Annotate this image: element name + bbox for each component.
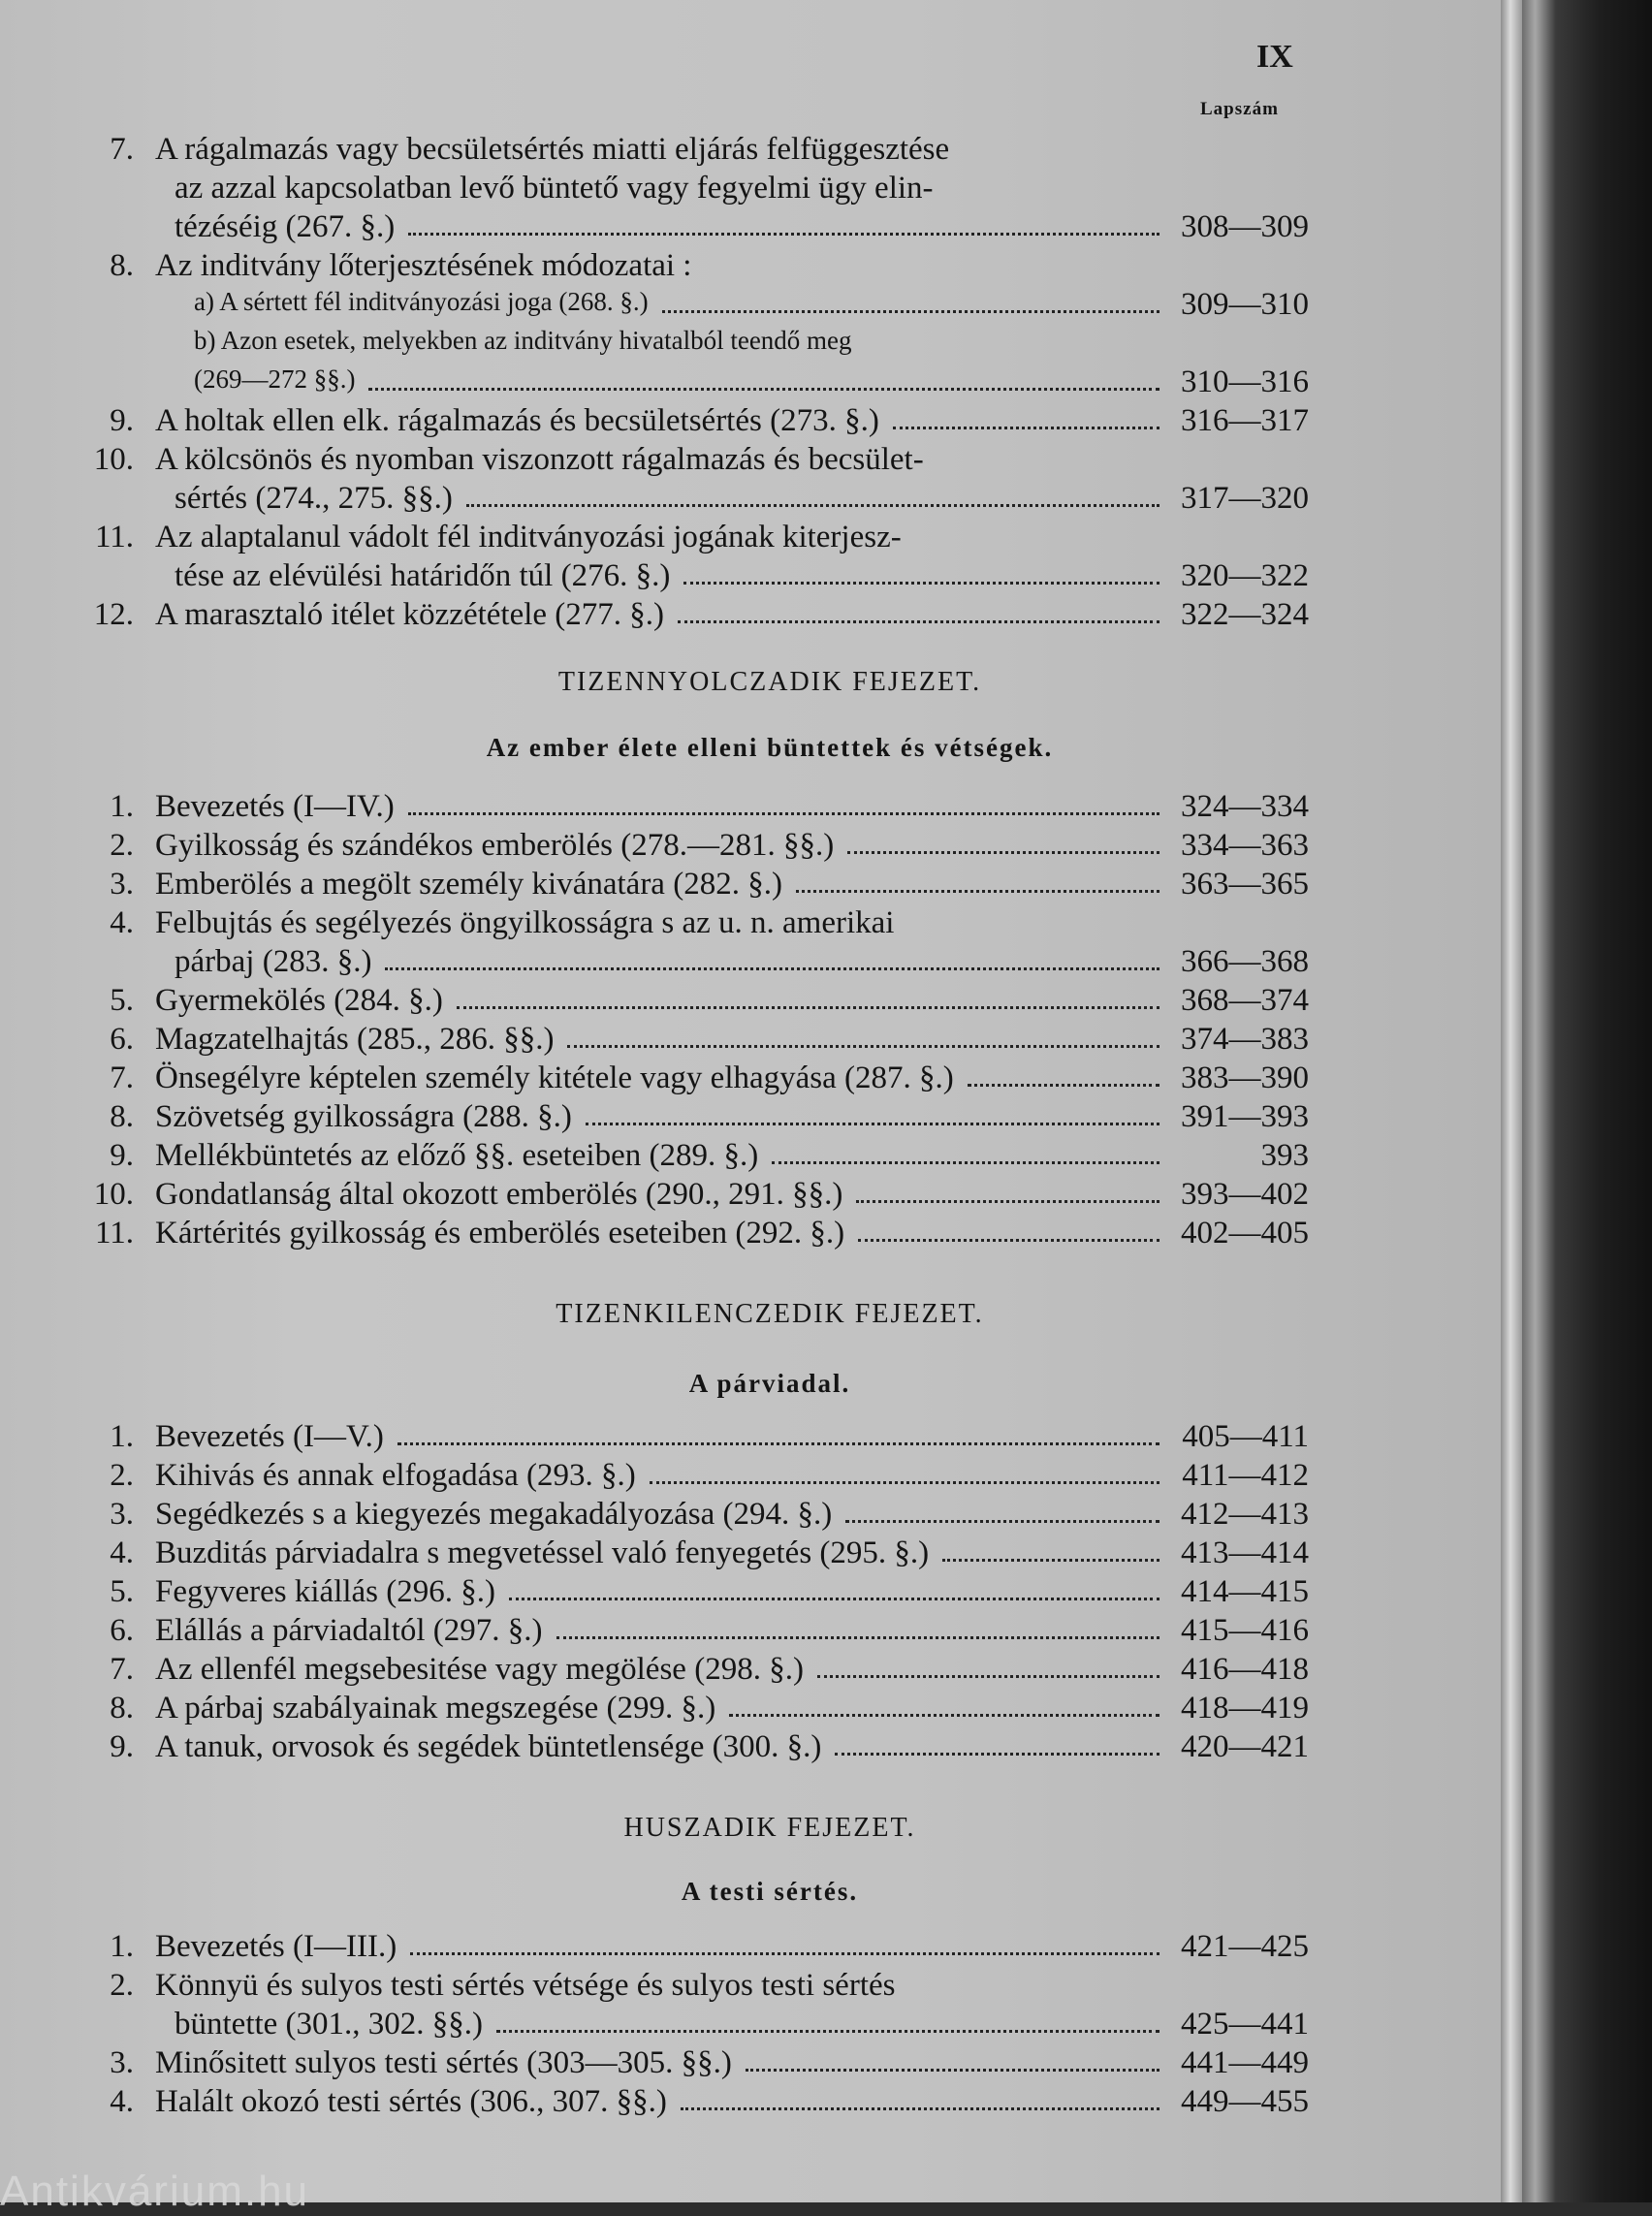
entry-number: 5. [110,983,134,1018]
page-range: 405—411 [1182,1419,1309,1454]
page-range: 418—419 [1181,1691,1309,1725]
page-range: 320—322 [1181,558,1309,593]
page-range: 383—390 [1181,1061,1309,1095]
entry-text: Az alaptalanul vádolt fél inditványozási jogának kiterjesz- [155,520,902,554]
entry-number: 3. [110,867,134,902]
entry-number: 8. [110,1691,134,1725]
page-number: IX [1256,39,1293,75]
entry-number: 3. [110,2045,134,2080]
entry-number: 1. [110,1419,134,1454]
page-range: 322—324 [1181,597,1309,632]
entry-number: 4. [110,905,134,940]
page-range: 368—374 [1181,983,1309,1018]
page-range: 334—363 [1181,828,1309,863]
entry-number: 10. [93,1177,134,1212]
entry-text: A rágalmazás vagy becsületsértés miatti eljárás felfüggesztése [155,132,950,167]
entry-text: Kártérités gyilkosság és emberölés eseteiben (292. §.) [155,1216,845,1250]
dot-leader [845,1520,1160,1523]
entry-text: tézéséig (267. §.) [175,209,396,244]
dot-leader [772,1161,1160,1164]
entry-text: A párbaj szabályainak megszegése (299. §.) [155,1691,716,1725]
dot-leader [678,620,1160,623]
entry-text: az azzal kapcsolatban levő büntető vagy fegyelmi ügy elin- [175,171,934,206]
entry-text: A tanuk, orvosok és segédek büntetlensége (300. §.) [155,1729,822,1764]
page-range: 391—393 [1181,1099,1309,1134]
entry-number: 7. [110,1061,134,1095]
dot-leader [586,1123,1160,1125]
entry-text: Az inditvány lőterjesztésének módozatai : [155,248,692,283]
dot-leader [457,1006,1160,1009]
dot-leader [385,967,1160,970]
chapter-subject: Az ember élete elleni büntettek és vétségek. [486,733,1054,762]
entry-number: 7. [110,132,134,167]
page-range: 420—421 [1181,1729,1309,1764]
dot-leader [681,2107,1160,2110]
dot-leader [650,1481,1160,1484]
page-range: 308—309 [1181,209,1309,244]
dot-leader [408,812,1160,815]
page-range: 324—334 [1181,789,1309,824]
chapter-title: TIZENKILENCZEDIK FEJEZET. [556,1299,984,1329]
dot-leader [858,1239,1160,1242]
dot-leader [368,388,1160,391]
entry-text: a) A sértett fél inditványozási joga (268. §.) [194,287,649,316]
dot-leader [556,1636,1160,1639]
watermark: Antikvárium.hu [0,2168,310,2215]
entry-text: Elállás a párviadaltól (297. §.) [155,1613,543,1648]
page-range: 393 [1260,1138,1309,1173]
entry-text: Mellékbüntetés az előző §§. eseteiben (289. §.) [155,1138,759,1173]
dot-leader [683,582,1160,585]
entry-text: Buzditás párviadalra s megvetéssel való fenyegetés (295. §.) [155,1535,930,1570]
entry-text: párbaj (283. §.) [175,944,372,979]
entry-text: sértés (274., 275. §§.) [175,481,453,516]
page-range: 374—383 [1181,1022,1309,1057]
dot-leader [847,851,1160,854]
dot-leader [796,890,1160,893]
entry-number: 4. [110,1535,134,1570]
entry-number: 6. [110,1613,134,1648]
entry-text: A kölcsönös és nyomban viszonzott rágalmazás és becsület- [155,442,924,477]
entry-number: 10. [93,442,134,477]
page-range: 317—320 [1181,481,1309,516]
dot-leader [567,1045,1160,1048]
page-edge [1501,0,1522,2202]
page-range: 366—368 [1181,944,1309,979]
page-range: 441—449 [1181,2045,1309,2080]
entry-number: 6. [110,1022,134,1057]
entry-text: Bevezetés (I—IV.) [155,789,395,824]
chapter-title: HUSZADIK FEJEZET. [623,1813,916,1843]
chapter-title: TIZENNYOLCZADIK FEJEZET. [557,667,982,697]
dot-leader [942,1559,1160,1562]
entry-text: Önsegélyre képtelen személy kitétele vagy elhagyása (287. §.) [155,1061,954,1095]
dot-leader [397,1442,1160,1445]
entry-number: 8. [110,1099,134,1134]
chapter-subject: A párviadal. [688,1369,851,1398]
entry-text: A holtak ellen elk. rágalmazás és becsületsértés (273. §.) [155,403,879,438]
chapter-subject: A testi sértés. [681,1877,859,1906]
page-range: 413—414 [1181,1535,1309,1570]
entry-number: 2. [110,1968,134,2003]
entry-number: 1. [110,789,134,824]
dot-leader [968,1084,1160,1087]
page-range: 449—455 [1181,2084,1309,2119]
dot-leader [856,1200,1160,1203]
entry-text: büntette (301., 302. §§.) [175,2007,484,2042]
entry-number: 9. [110,1138,134,1173]
dot-leader [817,1675,1160,1678]
dot-leader [746,2069,1160,2072]
entry-text: Segédkezés s a kiegyezés megakadályozása (294. §.) [155,1497,833,1532]
entry-number: 2. [110,1458,134,1493]
entry-text: Könnyü és sulyos testi sértés vétsége és sulyos testi sértés [155,1968,896,2003]
dot-leader [410,1952,1160,1955]
dot-leader [509,1598,1160,1600]
entry-text: A marasztaló itélet közzététele (277. §.) [155,597,665,632]
entry-text: Minősitett sulyos testi sértés (303—305. §§.) [155,2045,732,2080]
page-range: 416—418 [1181,1652,1309,1687]
entry-text: Magzatelhajtás (285., 286. §§.) [155,1022,555,1057]
entry-text: Gyermekölés (284. §.) [155,983,443,1018]
entry-number: 8. [110,248,134,283]
entry-text: Gondatlanság által okozott emberölés (290., 291. §§.) [155,1177,843,1212]
page-column-label: Lapszám [1200,99,1279,119]
entry-text: Bevezetés (I—V.) [155,1419,384,1454]
dot-leader [662,310,1160,313]
book-cover [1522,0,1652,2202]
entry-text: Kihivás és annak elfogadása (293. §.) [155,1458,636,1493]
dot-leader [496,2030,1160,2033]
entry-number: 12. [93,597,134,632]
entry-number: 9. [110,403,134,438]
entry-text: (269—272 §§.) [194,364,356,394]
entry-text: Emberölés a megölt személy kivánatára (282. §.) [155,867,782,902]
page-range: 411—412 [1182,1458,1309,1493]
page-range: 316—317 [1181,403,1309,438]
page-range: 363—365 [1181,867,1309,902]
entry-text: Gyilkosság és szándékos emberölés (278.—281. §§.) [155,828,835,863]
entry-number: 7. [110,1652,134,1687]
dot-leader [729,1714,1160,1717]
page-range: 412—413 [1181,1497,1309,1532]
page-range: 415—416 [1181,1613,1309,1648]
entry-text: Szövetség gyilkosságra (288. §.) [155,1099,572,1134]
entry-number: 11. [94,1216,134,1250]
entry-number: 5. [110,1574,134,1609]
entry-number: 1. [110,1929,134,1964]
entry-number: 4. [110,2084,134,2119]
entry-number: 2. [110,828,134,863]
entry-text: Fegyveres kiállás (296. §.) [155,1574,495,1609]
entry-text: tése az elévülési határidőn túl (276. §.) [175,558,671,593]
entry-text: Felbujtás és segélyezés öngyilkosságra s az u. n. amerikai [155,905,895,940]
entry-text: Bevezetés (I—III.) [155,1929,397,1964]
entry-number: 9. [110,1729,134,1764]
page-range: 309—310 [1181,287,1309,322]
page-range: 414—415 [1181,1574,1309,1609]
page-range: 421—425 [1181,1929,1309,1964]
entry-text: Halált okozó testi sértés (306., 307. §§.) [155,2084,667,2119]
entry-text: Az ellenfél megsebesitése vagy megölése (298. §.) [155,1652,804,1687]
entry-number: 11. [94,520,134,554]
dot-leader [835,1753,1160,1756]
page-range: 402—405 [1181,1216,1309,1250]
page-range: 393—402 [1181,1177,1309,1212]
dot-leader [408,233,1160,236]
page-range: 425—441 [1181,2007,1309,2042]
dot-leader [893,427,1160,429]
entry-number: 3. [110,1497,134,1532]
dot-leader [466,504,1160,507]
page-range: 310—316 [1181,364,1309,399]
entry-text: b) Azon esetek, melyekben az inditvány hivatalból teendő meg [194,326,852,355]
